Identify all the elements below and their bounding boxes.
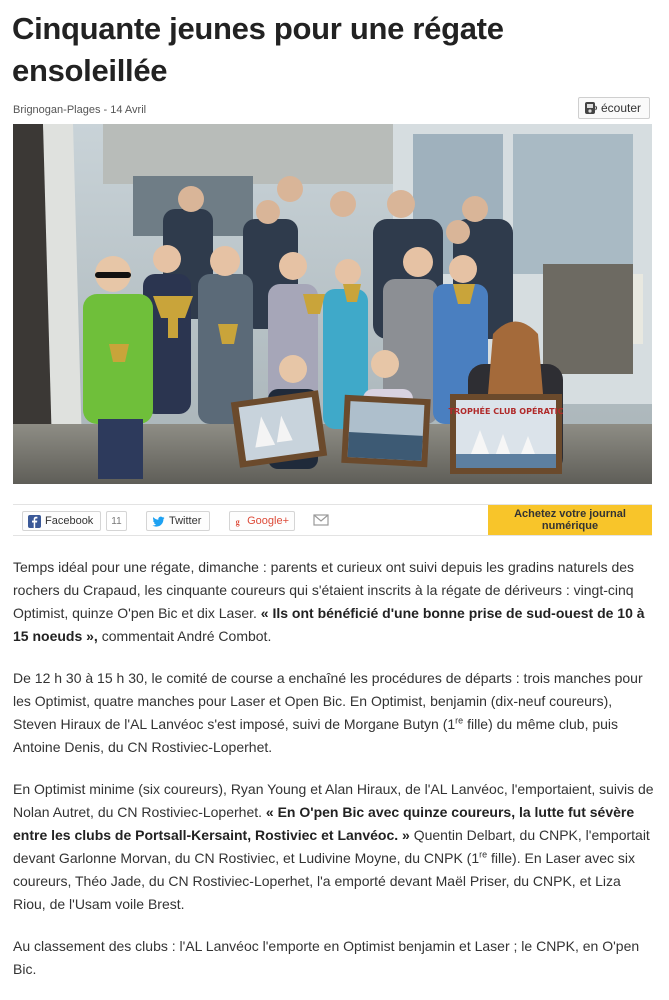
google-plus-label: Google+	[247, 515, 289, 527]
listen-button[interactable]	[578, 97, 650, 119]
envelope-icon[interactable]	[313, 513, 329, 527]
p3-text2: Quentin Delbart, du CNPK, l'emportait devant Garlonne Morvan, du CN Rostiviec, et Ludivine Moyne, du CNPK (1	[13, 827, 650, 866]
facebook-share-button[interactable]	[22, 511, 101, 531]
p3-quote: « En O'pen Bic avec quinze coureurs, la lutte fut sévère entre les clubs de Portsall-Kersaint, Rostiviec et Lanvéoc. »	[13, 804, 635, 843]
google-plus-share-button[interactable]	[229, 511, 295, 531]
paragraph-4	[13, 935, 655, 981]
p1-text1: Temps idéal pour une régate, dimanche : parents et curieux ont suivi depuis les gradins naturels des rochers du Crapaud, les cinquante coureurs qui s'étaient inscrits à la régate de dériveurs : vingt-cinq Optimist, quinze O'pen Bic et dix Laser.	[13, 559, 635, 621]
facebook-share-count: 11	[106, 511, 127, 531]
svg-text:g: g	[235, 516, 240, 526]
twitter-label: Twitter	[169, 515, 202, 527]
paragraph-3	[13, 778, 655, 916]
framed-poster-left	[231, 390, 327, 468]
buy-line-2: numérique	[541, 520, 599, 532]
p3-sup: re	[479, 849, 488, 860]
twitter-bird-icon	[152, 515, 165, 528]
article-meta	[13, 104, 146, 116]
paragraph-1	[13, 556, 655, 648]
p1-quote: « Ils ont bénéficié d'une bonne prise de sud-ouest de 10 à 15 noeuds »,	[13, 605, 645, 644]
buy-digital-newspaper-button[interactable]	[488, 505, 652, 535]
google-plus-icon	[235, 515, 243, 528]
poster-title: TROPHÉE CLUB OPÉRATIC	[448, 407, 564, 416]
p2-text1: De 12 h 30 à 15 h 30, le comité de course a enchaîné les procédures de départs : trois manches pour les Optimist, quatre manches pour Laser et Open Bic. En Optimist, benjamin (dix-neuf coureurs), Steven Hiraux de l'AL Lanvéoc s'est imposé, suivi de Morgane Butyn (1	[13, 670, 643, 732]
facebook-label: Facebook	[45, 515, 94, 527]
p2-text2: fille) du même club, puis Antoine Denis, du CN Rostiviec-Loperhet.	[13, 716, 619, 755]
p3-text3: fille). En Laser avec six coureurs, Théo Jade, du CN Rostiviec-Loperhet, l'a emporté devant Maël Priser, du CNPK, et Liza Riou, de l'Usam voile Brest.	[13, 850, 635, 912]
p3-text1: En Optimist minime (six coureurs), Ryan Young et Alan Hiraux, de l'AL Lanvéoc, l'emportaient, suivis de Nolan Autret, du CN Rostiviec-Loperhet.	[13, 781, 654, 820]
p1-text2: commentait André Combot.	[97, 628, 272, 644]
article-headline: Cinquante jeunes pour une régate ensoleillée	[12, 11, 504, 88]
share-bar	[13, 504, 652, 536]
facebook-icon	[28, 515, 41, 528]
group-photo	[13, 124, 652, 484]
meta-separator: -	[100, 104, 111, 116]
buy-line-1: Achetez votre journal	[514, 508, 626, 520]
listen-label: écouter	[601, 101, 642, 115]
framed-poster-middle	[341, 395, 430, 467]
article-body	[13, 556, 655, 1000]
speaker-icon	[584, 101, 598, 115]
twitter-share-button[interactable]	[146, 511, 210, 531]
p4-text1: Au classement des clubs : l'AL Lanvéoc l'emporte en Optimist benjamin et Laser ; le CNPK, en O'pen Bic.	[13, 938, 640, 977]
article-photo	[13, 124, 652, 484]
paragraph-2	[13, 667, 655, 759]
publish-date: 14 Avril	[110, 104, 147, 116]
framed-poster-right	[449, 394, 564, 474]
location: Brignogan-Plages	[13, 104, 101, 116]
p2-sup: re	[455, 715, 464, 726]
